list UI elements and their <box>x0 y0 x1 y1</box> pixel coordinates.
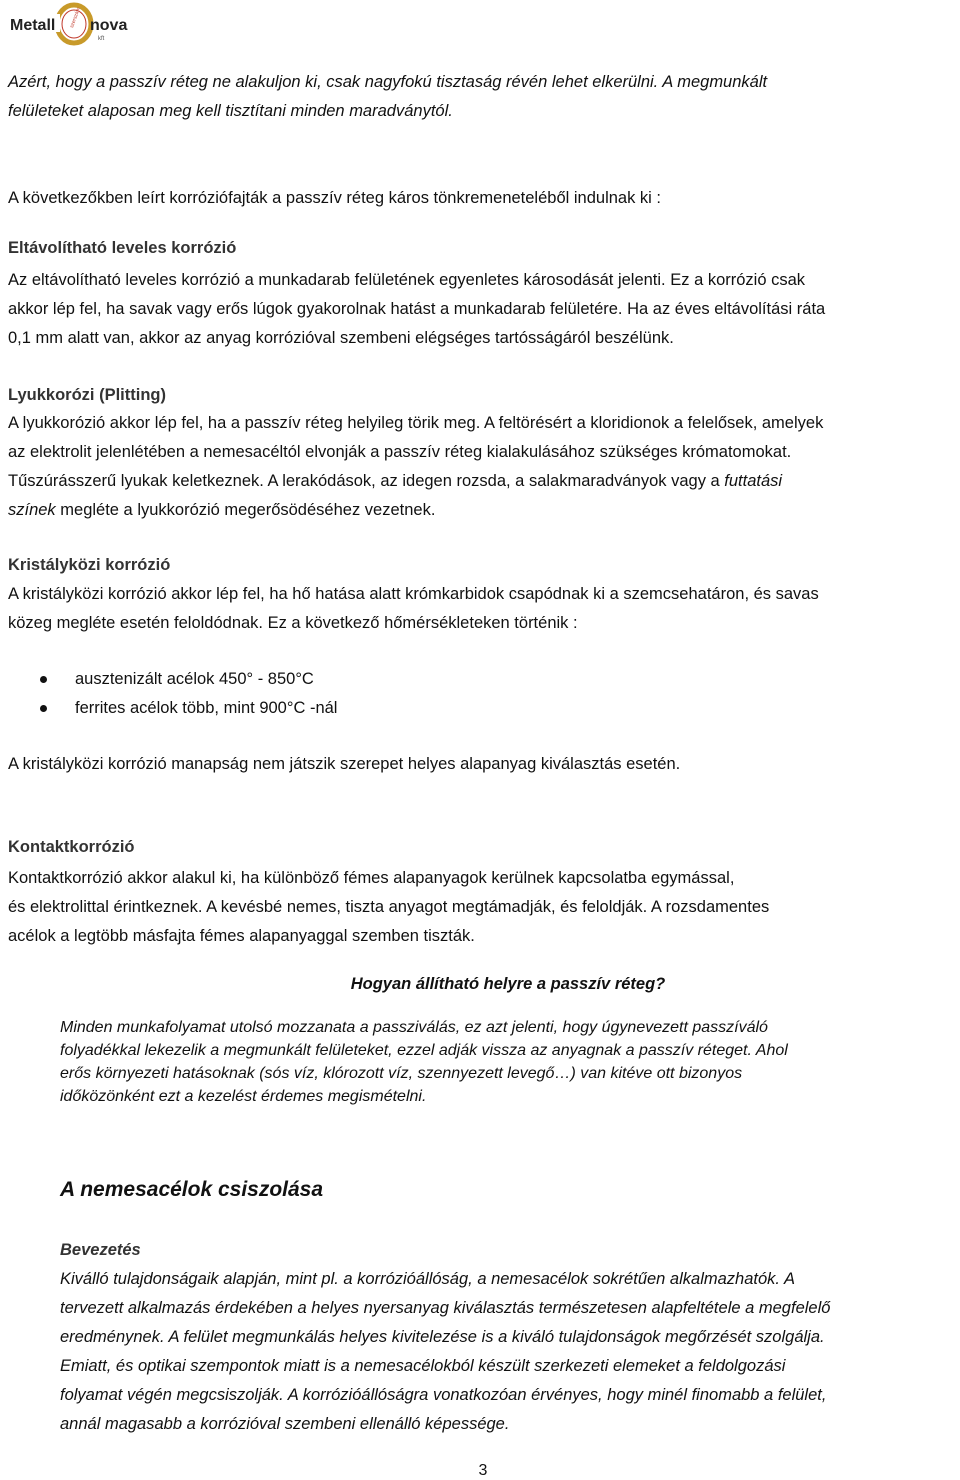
paragraph-line: annál magasabb a korrózióval szembeni ellenálló képessége. <box>60 1415 510 1433</box>
company-logo <box>6 2 142 48</box>
logo-ring-text: szerszám <box>68 6 82 29</box>
paragraph-line: és elektrolittal érintkeznek. A kevésbé nemes, tiszta anyagot megtámadják, és feloldják. A rozsdamentes <box>8 898 770 916</box>
intro-line: Azért, hogy a passzív réteg ne alakuljon ki, csak nagyfokú tisztaság révén lehet elkerülni. A megmunkált <box>8 73 768 91</box>
section-title-csiszolas: A nemesacélok csiszolása <box>60 1178 324 1201</box>
paragraph-line: A lyukkorózió akkor lép fel, ha a passzív réteg helyileg törik meg. A feltörésért a kloridionok a felelősek, amelyek <box>8 414 824 432</box>
bullet-text: ferrites acélok több, mint 900°C -nál <box>75 699 338 717</box>
paragraph-leveles-korrozio <box>8 266 956 353</box>
heading-kontaktkorrozio: Kontaktkorrózió <box>8 838 135 856</box>
paragraph-line: folyamat végén megcsiszolják. A korrózióállóságra vonatkozóan érvényes, hogy minél finomabb a felület, <box>60 1386 827 1404</box>
paragraph-line: 0,1 mm alatt van, akkor az anyag korrózióval szembeni elégséges tartósságáról beszélünk. <box>8 329 674 347</box>
paragraph-line: Minden munkafolyamat utolsó mozzanata a passziválás, ez azt jelenti, hogy úgynevezett passzíváló <box>60 1019 768 1036</box>
paragraph-line: az elektrolit jelenlétében a nemesacéltól elvonják a passzív réteg kialakulásához szükséges krómatomokat. <box>8 443 792 461</box>
paragraph-line: Kontaktkorrózió akkor alakul ki, ha különböző fémes alapanyagok kerülnek kapcsolatba egymással, <box>8 869 735 887</box>
paragraph-bevezetes <box>60 1265 960 1439</box>
paragraph-kristalykozi-closing: A kristályközi korrózió manapság nem játszik szerepet helyes alapanyag kiválasztás esetén. <box>8 755 681 773</box>
paragraph-line: megléte a lyukkorózió megerősödéséhez vezetnek. <box>55 501 436 519</box>
heading-leveles-korrozio: Eltávolítható leveles korrózió <box>8 239 237 257</box>
paragraph-lyukkorrozio <box>8 409 956 525</box>
heading-kristalykozi: Kristályközi korrózió <box>8 556 171 574</box>
logo-right-text: nova <box>90 17 128 34</box>
paragraph-line: A kristályközi korrózió akkor lép fel, ha hő hatása alatt krómkarbidok csapódnak ki a szemcsehatáron, és savas <box>8 585 819 603</box>
bullet-item <box>40 665 640 694</box>
logo-left-text: Metall <box>10 17 56 34</box>
paragraph-kristalykozi <box>8 580 956 638</box>
paragraph-line: Emiatt, és optikai szempontok miatt is a nemesacélokból készült szerkezeti elemeket a feldolgozási <box>60 1357 786 1375</box>
bullet-dot-icon <box>40 676 47 683</box>
lead-sentence: A következőkben leírt korróziófajták a passzív réteg káros tönkremeneteléből indulnak ki : <box>8 189 662 207</box>
bullet-text: ausztenizált acélok 450° - 850°C <box>75 670 314 688</box>
question-heading: Hogyan állítható helyre a passzív réteg? <box>350 975 666 993</box>
intro-paragraph <box>8 68 956 126</box>
subheading-bevezetes: Bevezetés <box>60 1241 141 1259</box>
paragraph-line: tervezett alkalmazás érdekében a helyes nyersanyag kiválasztás természetesen alapfeltétele a megfelelő <box>60 1299 831 1317</box>
italic-term: futtatási <box>724 472 783 490</box>
paragraph-line: eredménynek. A felület megmunkálás helyes kivitelezése is a kiváló tulajdonságok megőrzését szolgálja. <box>60 1328 825 1346</box>
heading-lyukkorrozio: Lyukkorózi (Plitting) <box>8 386 166 404</box>
paragraph-line: időközönként ezt a kezelést érdemes megismételni. <box>60 1088 427 1105</box>
paragraph-line: Az eltávolítható leveles korrózió a munkadarab felületének egyenletes károsodását jelenti. Ez a korrózió csak <box>8 271 806 289</box>
paragraph-kontaktkorrozio <box>8 864 956 951</box>
bullet-dot-icon <box>40 705 47 712</box>
paragraph-line: erős környezeti hatásoknak (sós víz, klórozott víz, szennyezett levegő…) van kitéve ott bizonyos <box>60 1065 743 1082</box>
paragraph-line: folyadékkal lekezelik a megmunkált felületeket, ezzel adják vissza az anyagnak a passzív réteget. Ahol <box>60 1042 788 1059</box>
intro-line: felületeket alaposan meg kell tisztítani minden maradványtól. <box>8 102 453 120</box>
paragraph-line: közeg megléte esetén feloldódnak. Ez a következő hőmérsékleteken történik : <box>8 614 578 632</box>
page-number: 3 <box>478 1462 488 1479</box>
bullet-item <box>40 694 640 723</box>
paragraph-line: Kiválló tulajdonságaik alapján, mint pl. a korrózióállóság, a nemesacélok sokrétűen alkalmazhatók. A <box>60 1270 795 1288</box>
logo-sub-text: kft <box>98 36 105 42</box>
paragraph-line: akkor lép fel, ha savak vagy erős lúgok gyakorolnak hatást a munkadarab felületére. Ha az éves eltávolítási ráta <box>8 300 826 318</box>
italic-term: színek <box>8 501 56 519</box>
paragraph-line: Tűszúrásszerű lyukak keletkeznek. A lerakódások, az idegen rozsda, a salakmaradványok vagy a <box>8 472 725 490</box>
paragraph-line: acélok a legtöbb másfajta fémes alapanyaggal szemben tiszták. <box>8 927 475 945</box>
paragraph-passivalas <box>60 1016 960 1108</box>
